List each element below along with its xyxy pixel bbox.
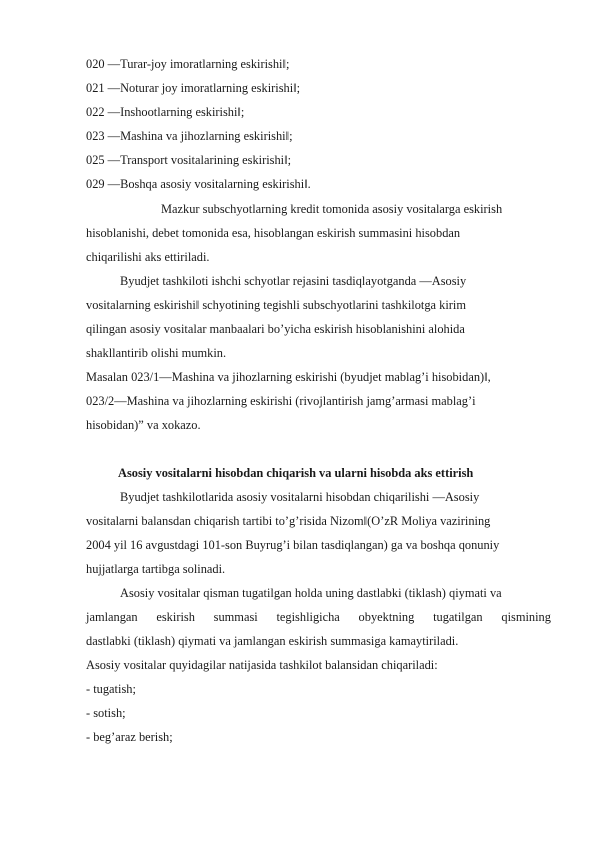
account-line-029: 029 —Boshqa asosiy vositalarning eskirishi‖. (86, 177, 311, 191)
word: tugatilgan (433, 610, 483, 624)
paragraph-line: dastlabki (tiklash) qiymati va jamlangan eskirish summasiga kamaytiriladi. (86, 634, 459, 648)
account-line-025: 025 —Transport vositalarining eskirishi‖; (86, 153, 292, 167)
account-line-023: 023 —Mashina va jihozlarning eskirishi‖; (86, 129, 293, 143)
paragraph-line: Masalan 023/1—Mashina va jihozlarning eskirishi (byudjet mablag’i hisobidan)‖, (86, 370, 491, 384)
paragraph-line: 2004 yil 16 avgustdagi 101-son Buyrug’i bilan tasdiqlangan) ga va boshqa qonuniy (86, 538, 500, 552)
paragraph-line: hisoblanishi, debet tomonida esa, hisoblangan eskirish summasini hisobdan (86, 226, 461, 240)
paragraph-line: Mazkur subschyotlarning kredit tomonida asosiy vositalarga eskirish (161, 202, 503, 216)
justified-paragraph-line (86, 609, 551, 625)
word: qismining (501, 610, 551, 624)
bullet-item: - beg’araz berish; (86, 730, 173, 744)
paragraph-line: qilingan asosiy vositalar manbaalari bo’yicha eskirish hisoblanishini alohida (86, 322, 465, 336)
word: obyektning (358, 610, 415, 624)
paragraph-line: Byudjet tashkilotlarida asosiy vositalarni hisobdan chiqarilishi —Asosiy (120, 490, 480, 504)
account-line-020: 020 —Turar-joy imoratlarning eskirishi‖; (86, 57, 290, 71)
paragraph-line: Asosiy vositalar quyidagilar natijasida tashkilot balansidan chiqariladi: (86, 658, 438, 672)
bullet-item: - tugatish; (86, 682, 136, 696)
section-heading: Asosiy vositalarni hisobdan chiqarish va ularni hisobda aks ettirish (118, 466, 474, 480)
word: jamlangan (86, 610, 138, 624)
paragraph-line: 023/2—Mashina va jihozlarning eskirishi (rivojlantirish jamg’armasi mablag’i (86, 394, 476, 408)
account-line-021: 021 —Noturar joy imoratlarning eskirishi‖; (86, 81, 301, 95)
word: eskirish (156, 610, 195, 624)
paragraph-line: Byudjet tashkiloti ishchi schyotlar rejasini tasdiqlayotganda —Asosiy (120, 274, 467, 288)
account-line-022: 022 —Inshootlarning eskirishi‖; (86, 105, 245, 119)
paragraph-line: Asosiy vositalar qisman tugatilgan holda uning dastlabki (tiklash) qiymati va (120, 586, 502, 600)
paragraph-line: hujjatlarga tartibga solinadi. (86, 562, 226, 576)
word: tegishligicha (276, 610, 340, 624)
paragraph-line: vositalarni balansdan chiqarish tartibi to’g’risida Nizom‖(O’zR Moliya vazirining (86, 514, 491, 528)
paragraph-line: vositalarning eskirishi‖ schyotining tegishli subschyotlarini tashkilotga kirim (86, 298, 466, 312)
paragraph-line: hisobidan)” va xokazo. (86, 418, 201, 432)
word: summasi (213, 610, 258, 624)
bullet-item: - sotish; (86, 706, 126, 720)
paragraph-line: shakllantirib olishi mumkin. (86, 346, 227, 360)
paragraph-line: chiqarilishi aks ettiriladi. (86, 250, 210, 264)
